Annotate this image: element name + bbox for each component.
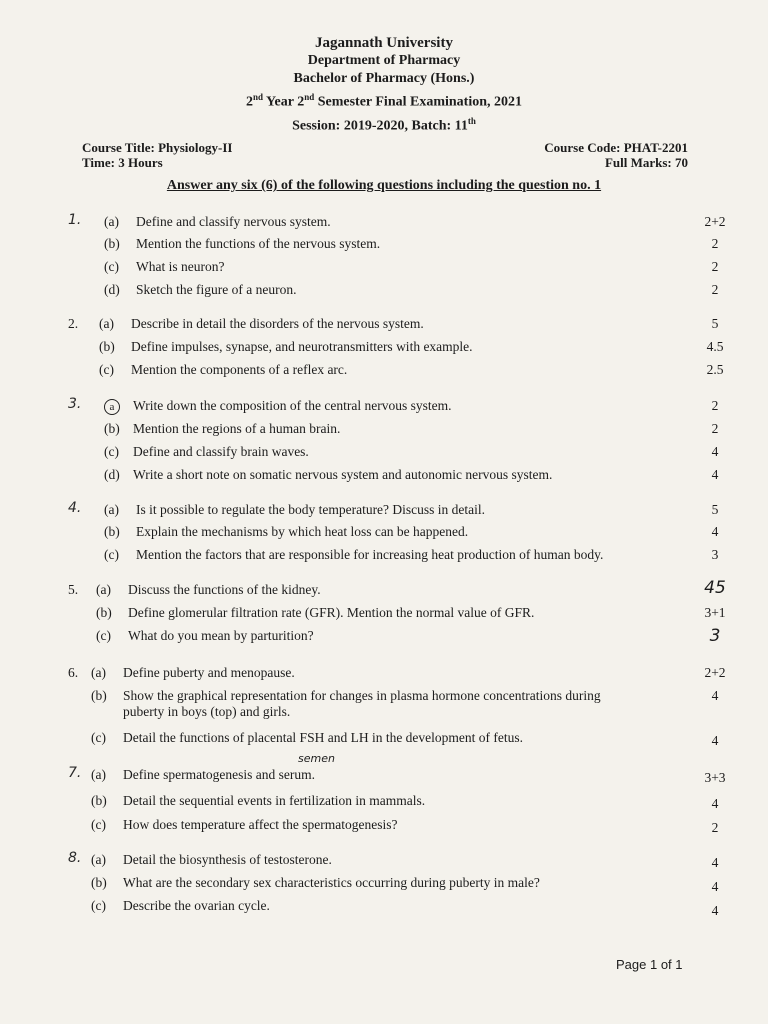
- question-part-label: (c): [91, 898, 106, 913]
- question-number: 4.: [68, 500, 82, 516]
- marks-value: 2: [711, 282, 719, 297]
- question-part-label: (b): [91, 793, 107, 808]
- marks-value: 2+2: [704, 214, 726, 229]
- marks-value: 4: [711, 688, 719, 703]
- question-text-line: Explain the mechanisms by which heat loss can be happened.: [136, 524, 469, 539]
- marks-value: 2.5: [706, 362, 724, 377]
- question-part-label: (a): [91, 665, 106, 680]
- marks-value: 2: [711, 820, 719, 835]
- question-text-line: Mention the components of a reflex arc.: [131, 362, 348, 377]
- question-text-line: Mention the factors that are responsible for increasing heat production of human body.: [136, 547, 604, 562]
- question-text: [133, 421, 690, 437]
- handwritten-annotation: semen: [298, 752, 335, 765]
- marks-value: 2: [711, 421, 719, 436]
- question-text-line: Describe the ovarian cycle.: [123, 898, 270, 913]
- question-text-line: Define spermatogenesis and serum.: [123, 767, 315, 782]
- question-text-line: puberty in boys (top) and girls.: [123, 704, 291, 719]
- question-text: [123, 665, 690, 681]
- question-part-label: (b): [104, 421, 120, 436]
- marks-value: 3: [709, 626, 721, 646]
- question-part-label: [104, 398, 134, 415]
- exam-time: Time: 3 Hours: [82, 155, 163, 170]
- marks-value: 3+1: [704, 605, 726, 620]
- question-text-line: Define glomerular filtration rate (GFR). Mention the normal value of GFR.: [128, 605, 535, 620]
- question-text: [128, 605, 690, 621]
- question-text: [123, 688, 697, 720]
- question-text: [131, 339, 690, 355]
- question-text-line: Is it possible to regulate the body temperature? Discuss in detail.: [136, 502, 486, 517]
- exam-header: [0, 34, 768, 135]
- question-number: 3.: [68, 396, 82, 412]
- question-part-label: (a): [104, 214, 119, 229]
- instructions: Answer any six (6) of the following questions including the question no. 1: [166, 178, 602, 193]
- question-text: [123, 730, 690, 746]
- marks-value: 2: [711, 398, 719, 413]
- marks-value: 4: [711, 524, 719, 539]
- question-text: [131, 316, 690, 332]
- circled-part-label: a: [104, 399, 120, 415]
- question-text: [123, 793, 690, 809]
- marks-value: 4: [711, 903, 719, 918]
- question-text-line: Show the graphical representation for changes in plasma hormone concentrations during: [123, 688, 601, 703]
- marks-value: 45: [704, 578, 726, 598]
- question-part-label: (c): [91, 817, 106, 832]
- question-text-line: Detail the biosynthesis of testosterone.: [123, 852, 332, 867]
- question-part-label: (d): [104, 467, 120, 482]
- question-text-line: How does temperature affect the spermatogenesis?: [123, 817, 398, 832]
- question-text-line: Discuss the functions of the kidney.: [128, 582, 321, 597]
- question-part-label: (a): [99, 316, 114, 331]
- full-marks: Full Marks: 70: [604, 155, 688, 170]
- question-text-line: Define and classify brain waves.: [133, 444, 309, 459]
- question-text-line: What do you mean by parturition?: [128, 628, 314, 643]
- question-text: [123, 875, 690, 891]
- question-text: [123, 767, 690, 783]
- question-part-label: (b): [91, 688, 107, 703]
- question-text-line: Describe in detail the disorders of the nervous system.: [131, 316, 424, 331]
- question-text: [128, 582, 690, 598]
- question-text-line: Define impulses, synapse, and neurotransmitters with example.: [131, 339, 473, 354]
- marks-value: 2+2: [704, 665, 726, 680]
- question-part-label: (d): [104, 282, 120, 297]
- marks-value: 4: [711, 467, 719, 482]
- question-part-label: (a): [104, 502, 119, 517]
- question-number: 2.: [68, 316, 79, 331]
- marks-value: 3+3: [704, 770, 726, 785]
- question-part-label: (b): [91, 875, 107, 890]
- department-name: Department of Pharmacy: [307, 53, 461, 68]
- course-title: Course Title: Physiology-II: [82, 140, 233, 155]
- page-number: Page 1 of 1: [616, 957, 683, 972]
- university-name: Jagannath University: [315, 35, 453, 51]
- question-text-line: Mention the functions of the nervous system.: [136, 236, 381, 251]
- question-text: [136, 547, 690, 563]
- question-part-label: (c): [104, 547, 119, 562]
- question-part-label: (b): [104, 236, 120, 251]
- session-info: Session: 2019-2020, Batch: 11th: [292, 115, 476, 134]
- marks-value: 4: [711, 796, 719, 811]
- question-text-line: Write down the composition of the central nervous system.: [133, 398, 452, 413]
- question-text: [123, 898, 690, 914]
- question-text-line: Write a short note on somatic nervous system and autonomic nervous system.: [133, 467, 553, 482]
- question-text: [133, 444, 690, 460]
- question-number: 6.: [68, 665, 79, 680]
- question-text-line: Mention the regions of a human brain.: [133, 421, 341, 436]
- meta-row-2: [82, 155, 688, 170]
- question-text: [136, 214, 690, 230]
- question-text-line: Define puberty and menopause.: [123, 665, 295, 680]
- marks-value: 2: [711, 236, 719, 251]
- question-text: [136, 282, 690, 298]
- question-text: [123, 817, 690, 833]
- marks-value: 4: [711, 855, 719, 870]
- course-code: Course Code: PHAT-2201: [544, 140, 688, 155]
- meta-row-1: [82, 140, 688, 155]
- question-text-line: Detail the functions of placental FSH and LH in the development of fetus.: [123, 730, 524, 745]
- marks-value: 2: [711, 259, 719, 274]
- question-text: [136, 524, 690, 540]
- question-text-line: What is neuron?: [136, 259, 225, 274]
- marks-value: 4: [711, 879, 719, 894]
- question-number: 1.: [68, 212, 82, 228]
- marks-value: 5: [711, 316, 719, 331]
- marks-value: 4: [711, 444, 719, 459]
- marks-value: 3: [711, 547, 719, 562]
- question-text: [133, 398, 690, 414]
- question-text-line: Detail the sequential events in fertilization in mammals.: [123, 793, 426, 808]
- marks-value: 4: [711, 733, 719, 748]
- question-part-label: (a): [96, 582, 111, 597]
- question-text-line: What are the secondary sex characteristics occurring during puberty in male?: [123, 875, 540, 890]
- question-text: [131, 362, 690, 378]
- question-part-label: (a): [91, 852, 106, 867]
- question-text: [136, 502, 690, 518]
- question-number: 7.: [68, 765, 82, 781]
- question-number: 5.: [68, 582, 79, 597]
- question-part-label: (c): [99, 362, 114, 377]
- question-text: [133, 467, 690, 483]
- question-part-label: (c): [104, 259, 119, 274]
- question-part-label: (a): [91, 767, 106, 782]
- question-part-label: (b): [104, 524, 120, 539]
- question-part-label: (b): [96, 605, 112, 620]
- marks-value: 5: [711, 502, 719, 517]
- exam-title: 2nd Year 2nd Semester Final Examination, 2021: [245, 92, 523, 110]
- marks-value: 4.5: [706, 339, 724, 354]
- question-part-label: (b): [99, 339, 115, 354]
- program-name: Bachelor of Pharmacy (Hons.): [293, 71, 475, 86]
- question-number: 8.: [68, 850, 82, 866]
- question-part-label: (c): [104, 444, 119, 459]
- question-part-label: (c): [91, 730, 106, 745]
- question-text: [136, 236, 690, 252]
- question-text: [128, 628, 690, 644]
- question-part-label: (c): [96, 628, 111, 643]
- question-text-line: Sketch the figure of a neuron.: [136, 282, 297, 297]
- question-text-line: Define and classify nervous system.: [136, 214, 331, 229]
- question-text: [136, 259, 690, 275]
- question-text: [123, 852, 690, 868]
